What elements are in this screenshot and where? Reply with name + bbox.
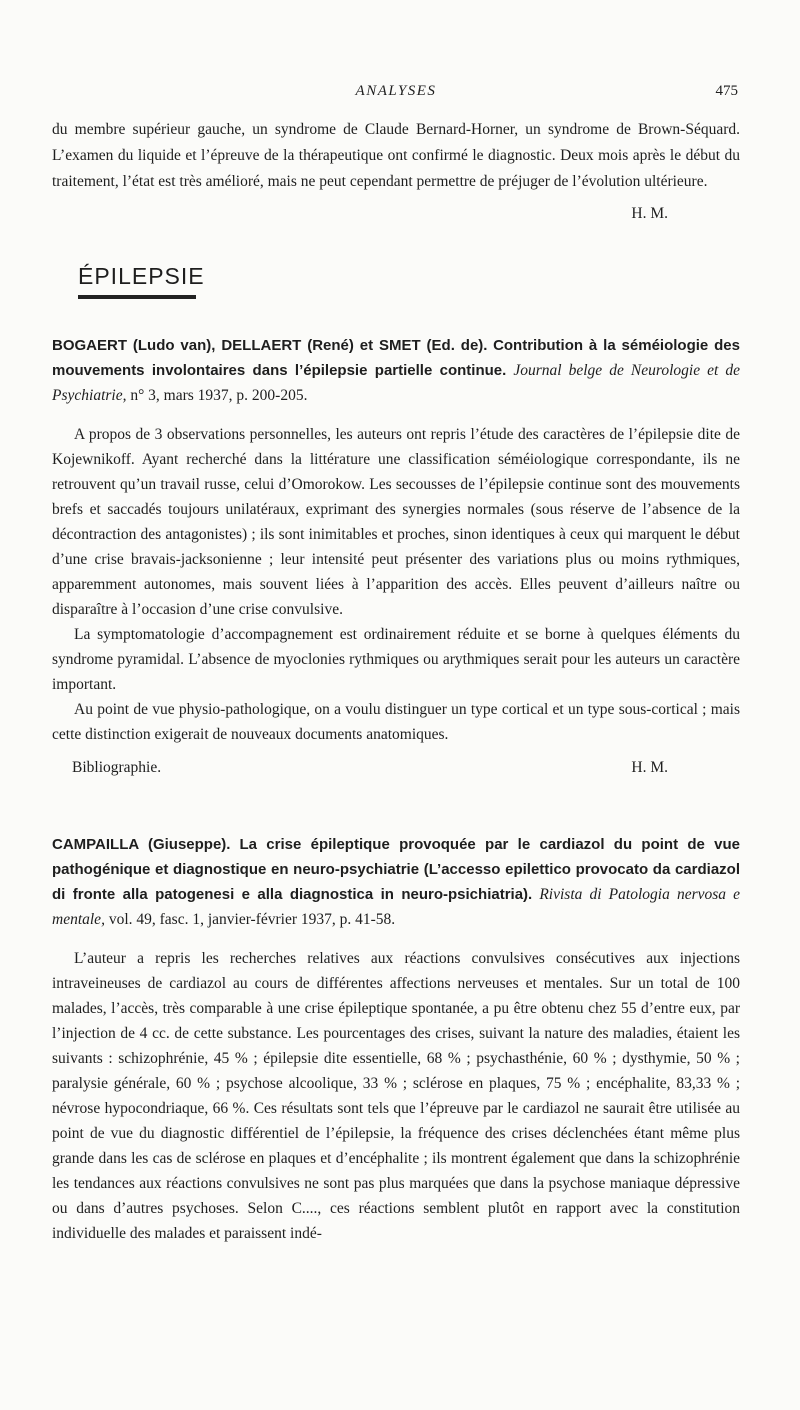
section-rule <box>78 295 196 299</box>
section-title: ÉPILEPSIE <box>78 263 205 289</box>
page-number: 475 <box>715 83 738 99</box>
section-heading <box>78 262 205 299</box>
article-2-header <box>52 832 740 932</box>
article-1-journal: Journal belge de Neurologie et de Psychiatrie, <box>52 362 740 404</box>
article-1-signature: H. M. <box>631 759 668 776</box>
article-2-journal: Rivista di Patologia nervosa e mentale, <box>52 886 741 928</box>
previous-article-end <box>52 117 740 227</box>
running-head <box>52 78 740 100</box>
previous-article-signature: H. M. <box>631 205 668 222</box>
article-2-details: vol. 49, fasc. 1, janvier-février 1937, p. 41-58. <box>108 911 396 928</box>
article-1 <box>52 333 740 781</box>
article-1-details: n° 3, mars 1937, p. 200-205. <box>130 387 308 404</box>
article-1-header <box>52 333 740 408</box>
article-2-title: La crise épileptique provoquée par le cardiazol du point de vue pathogénique et diagnostique en neuro-psychiatrie (L’accesso epilettico provocato da cardiazol di fronte alla patogenesi e alla diagnostica in neuro-psichiatria). <box>52 836 741 903</box>
article-1-paragraph-1: A propos de 3 observations personnelles, les auteurs ont repris l’étude des caractères de l’épilepsie dite de Kojewnikoff. Ayant recherché dans la littérature une classification séméiologique correspondante, ils ne retrouvent qu’un travail russe, celui d’Omorokow. Les secousses de l’épilepsie continue sont des mouvements brefs et saccadés toujours unilatéraux, exprimant des synergies normales (sous réserve de l’absence de la décontraction des antagonistes) ; ils sont inimitables et proches, sinon identiques à ceux qui marquent le début d’une crise bravais-jacksonienne ; leur intensité peut présenter des variations plus ou moins rythmiques, apparemment autonomes, mais souvent liées à l’apparition des accès. Elles peuvent d’ailleurs naître ou disparaître à l’occasion d’une crise convulsive. <box>52 426 740 618</box>
article-1-authors: BOGAERT (Ludo van), DELLAERT (René) et SMET (Ed. de). <box>52 337 488 354</box>
article-2-paragraph: L’auteur a repris les recherches relatives aux réactions convulsives consécutives aux injections intraveineuses de cardiazol au cours de différentes affections nerveuses et mentales. Sur un total de 100 malades, l’accès, très comparable à une crise épileptique spontanée, a pu être obtenu chez 55 d’entre eux, par l’injection de 4 cc. de cette substance. Les pourcentages des crises, suivant la nature des maladies, étaient les suivants : schizophrénie, 45 % ; épilepsie dite essentielle, 68 % ; psychasthénie, 60 % ; dysthymie, 50 % ; paralysie générale, 60 % ; psychose alcoolique, 33 % ; sclérose en plaques, 75 % ; encéphalite, 83,33 % ; névrose hypocondriaque, 66 %. Ces résultats sont tels que l’épreuve par le cardiazol ne saurait être utilisée au point de vue du diagnostic différentiel de l’épilepsie, la fréquence des crises déclenchées étant même plus grande dans les cas de sclérose en plaques et d’encéphalite ; ils montrent également que dans la schizophrénie les tendances aux réactions convulsives ne sont pas plus marquées que dans la psychose maniaque dépressive ou dans d’autres psychoses. Selon C...., ces réactions semblent plutôt en rapport avec la constitution individuelle des malades et paraissent indé- <box>52 950 740 1242</box>
article-1-paragraph-3: Au point de vue physio-pathologique, on a voulu distinguer un type cortical et un type sous-cortical ; mais cette distinction exigerait de nouveaux documents anatomiques. <box>52 701 740 743</box>
article-1-bibliography: Bibliographie. <box>72 759 162 776</box>
running-title: ANALYSES <box>355 83 437 99</box>
article-1-footer <box>52 755 740 781</box>
article-1-title: Contribution à la séméiologie des mouvements involontaires dans l’épilepsie partielle continue. <box>52 337 740 379</box>
article-2 <box>52 832 740 1246</box>
previous-article-paragraph: du membre supérieur gauche, un syndrome de Claude Bernard-Horner, un syndrome de Brown-Séquard. L’examen du liquide et l’épreuve de la thérapeutique ont confirmé le diagnostic. Deux mois après le début du traitement, l’état est très amélioré, mais ne peut cependant permettre de préjuger de l’évolution ultérieure. <box>52 121 740 190</box>
article-2-authors: CAMPAILLA (Giuseppe). <box>52 836 231 853</box>
article-1-paragraph-2: La symptomatologie d’accompagnement est ordinairement réduite et se borne à quelques éléments du syndrome pyramidal. L’absence de myoclonies rythmiques ou arythmiques serait pour les auteurs un caractère important. <box>52 626 740 693</box>
